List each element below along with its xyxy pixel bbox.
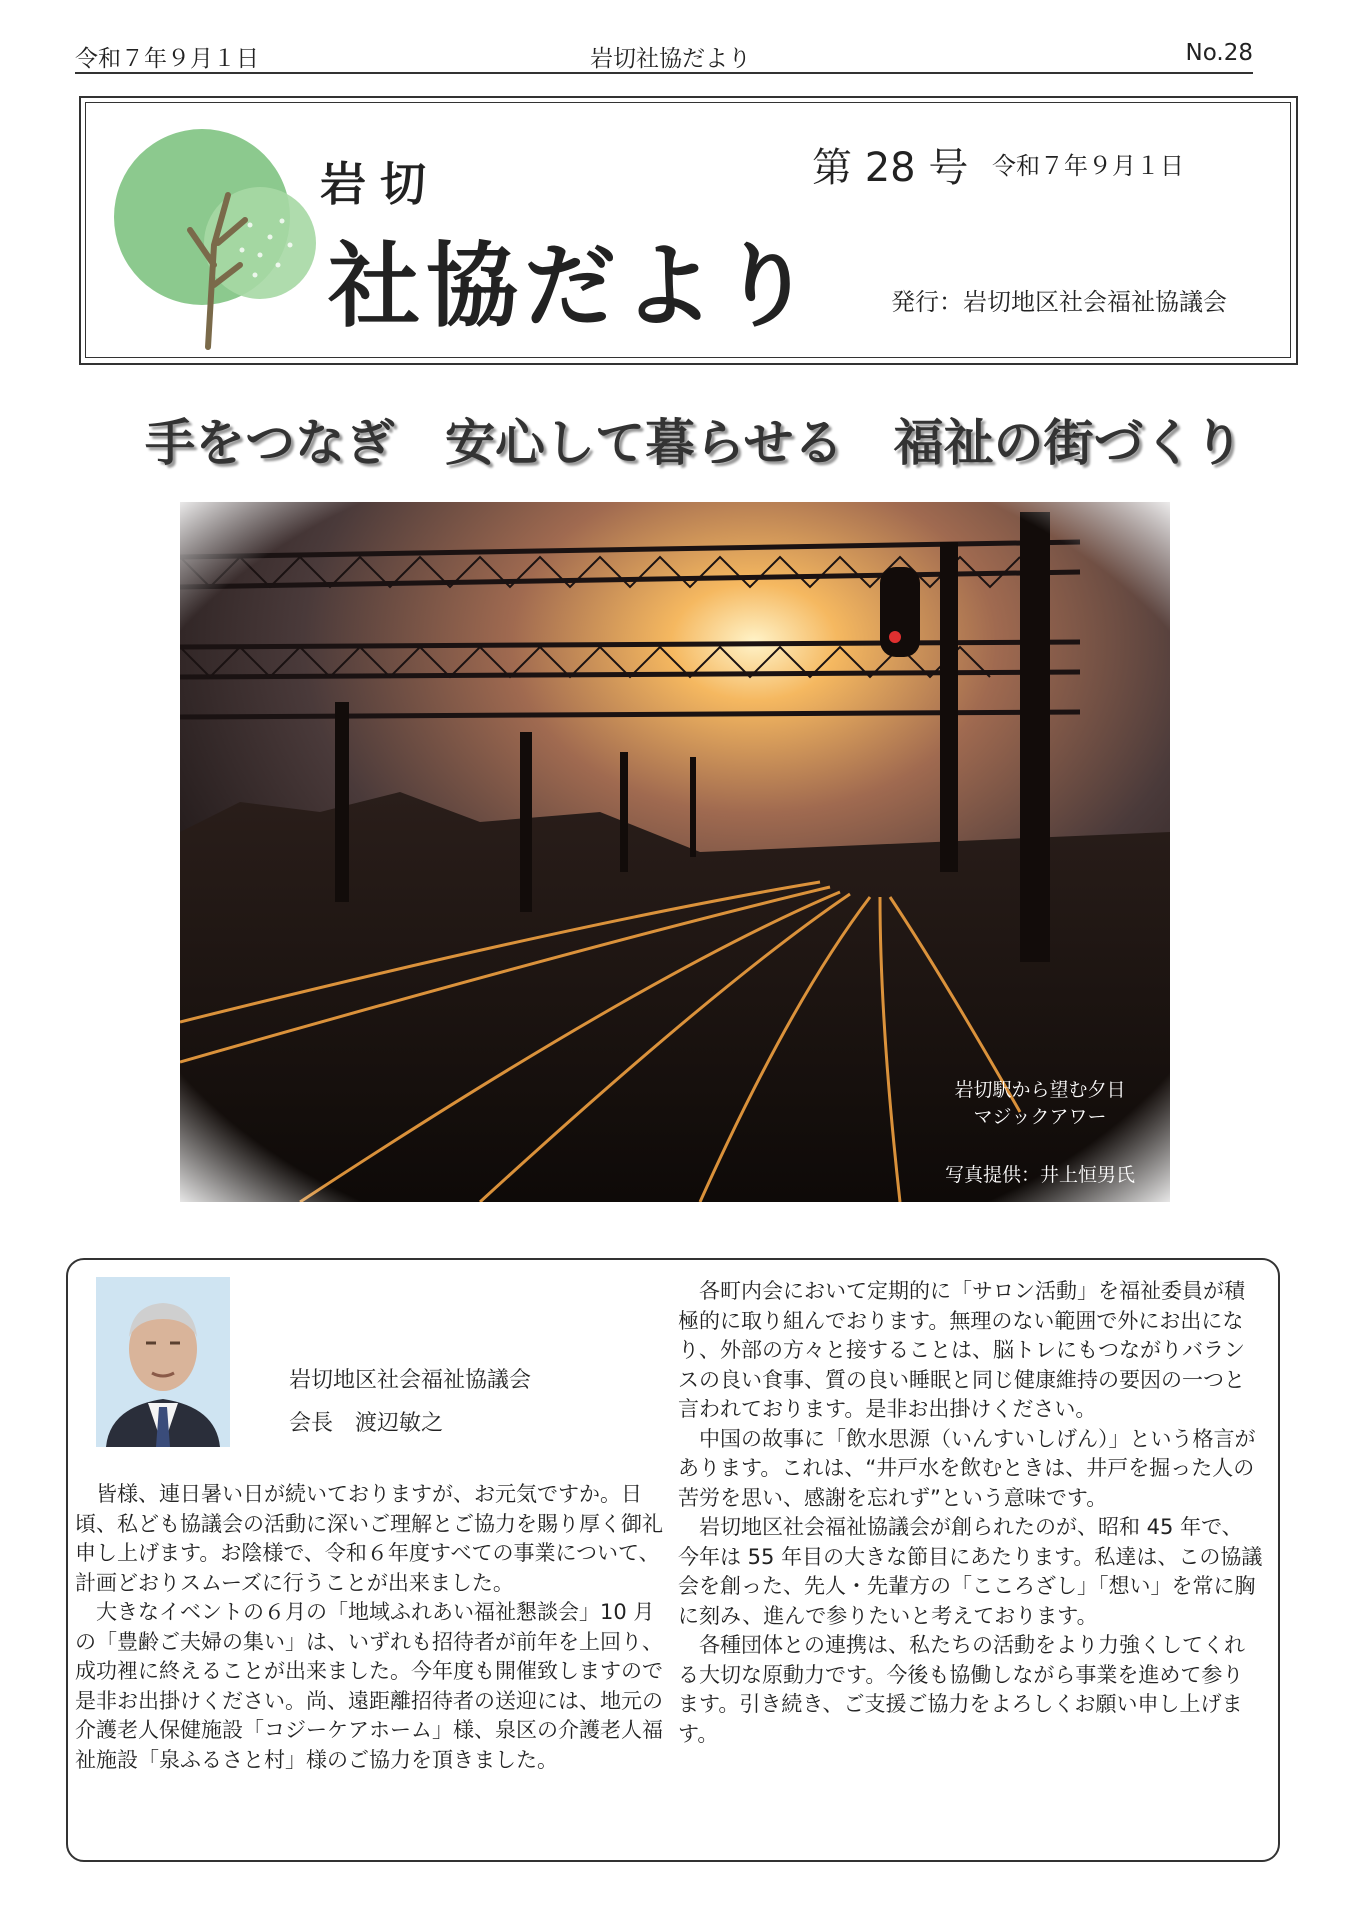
right-paragraph: 各町内会において定期的に「サロン活動」を福祉委員が積極的に取り組んでおります。無理のない範囲で外にお出になり、外部の方々と接することは、脳トレにもつながりバランスの良い食事、質の良い睡眠と同じ健康維持の要因の一つと言われております。是非お出掛けください。 (678, 1279, 1245, 1421)
masthead-title-small: 岩切 (320, 157, 440, 211)
issue-date: 令和７年９月１日 (992, 152, 1184, 180)
left-paragraph: 皆様、連日暑い日が続いておりますが、お元気ですか。日頃、私ども協議会の活動に深いご理解とご協力を賜り厚く御礼申し上げます。お陰様で、令和６年度すべての事業について、計画どおりスムーズに行うことが出来ました。 (75, 1482, 663, 1595)
caption-line-2: マジックアワー (973, 1106, 1107, 1128)
message-right-column (678, 1277, 1263, 1749)
cover-photo (180, 502, 1170, 1202)
slogan: 手をつなぎ 安心して暮らせる 福祉の街づくり (145, 413, 1244, 472)
left-paragraph: 大きなイベントの６月の「地域ふれあい福祉懇談会」10 月の「豊齢ご夫婦の集い」は、いずれも招待者が前年を上回り、成功裡に終えることが出来ました。今年度も開催致しますので是非お出掛けください。尚、遠距離招待者の送迎には、地元の介護老人保健施設「コジーケアホーム」様、泉区の介護老人福祉施設「泉ふるさと村」様のご協力を頂きました。 (75, 1600, 663, 1772)
chairman-portrait (96, 1277, 230, 1447)
chairman-name: 会長 渡辺敏之 (289, 1411, 444, 1436)
caption-line-1: 岩切駅から望む夕日 (954, 1079, 1126, 1101)
right-paragraph: 各種団体との連携は、私たちの活動をより力強くしてくれる大切な原動力です。今後も協働しながら事業を進めて参ります。引き続き、ご支援ご協力をよろしくお願い申し上げます。 (678, 1633, 1245, 1746)
masthead-title-big: 社協だより (328, 232, 819, 340)
organization-name: 岩切地区社会福祉協議会 (289, 1368, 532, 1393)
message-left-column (75, 1480, 665, 1775)
right-paragraph: 岩切地区社会福祉協議会が創られたのが、昭和 45 年で、今年は 55 年目の大きな節目にあたります。私達は、この協議会を創った、先人・先輩方の「こころざし」「想い」を常に胸に刻み、進んで参りたいと考えております。 (678, 1515, 1263, 1628)
header-number: No.28 (1185, 40, 1253, 66)
publisher: 発行：岩切地区社会福祉協議会 (891, 288, 1227, 316)
running-header (75, 38, 1253, 74)
header-date: 令和７年９月１日 (75, 46, 259, 72)
photo-credit: 写真提供：井上恒男氏 (944, 1164, 1135, 1186)
issue-number: 第 28 号 (812, 145, 969, 191)
tree-logo-icon (110, 125, 320, 355)
right-paragraph: 中国の故事に「飲水思源（いんすいしげん）」という格言があります。これは、“井戸水を飲むときは、井戸を掘った人の苦労を思い、感謝を忘れず”という意味です。 (678, 1426, 1256, 1510)
header-title: 岩切社協だより (590, 46, 751, 72)
photo-caption (940, 1075, 1140, 1129)
